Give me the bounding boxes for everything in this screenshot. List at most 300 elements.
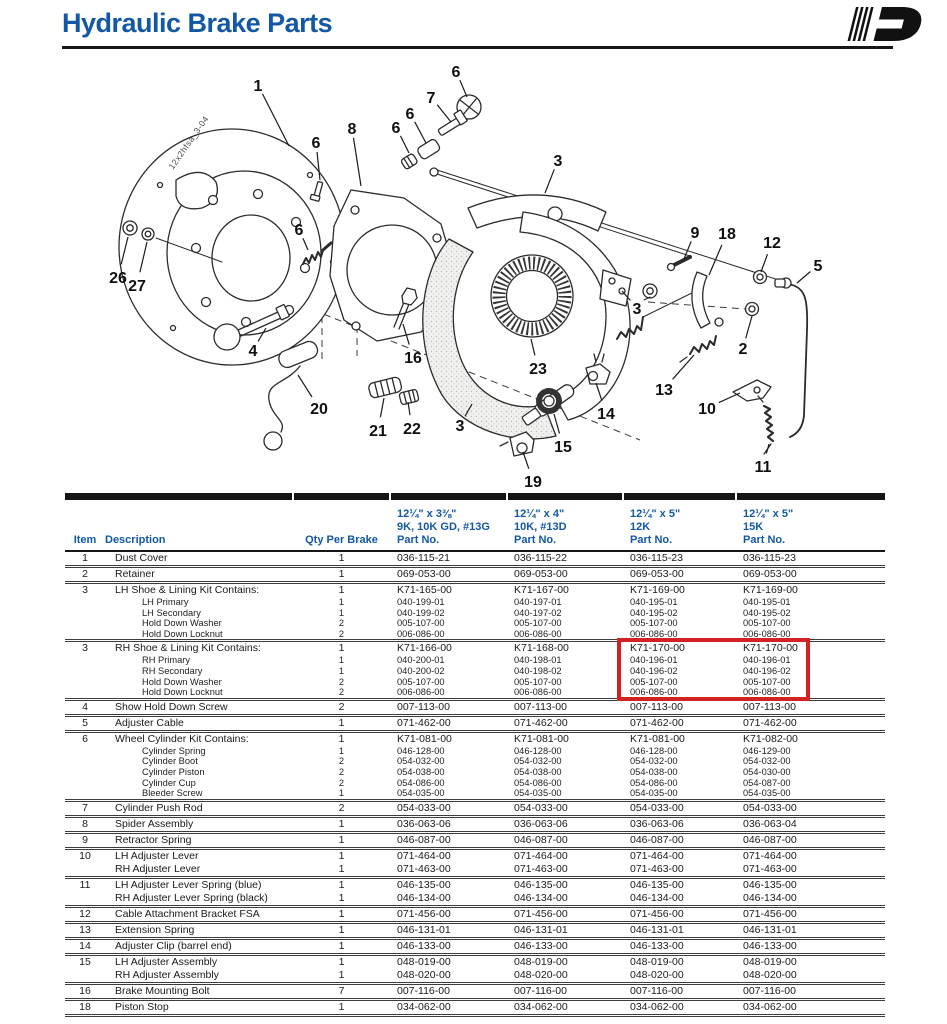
part-number: 007-113-00 [397, 700, 450, 713]
part-number-cell [507, 756, 623, 767]
part-number-cell [390, 863, 507, 878]
part-number: 071-456-00 [397, 907, 451, 920]
desc-cell: Cylinder Boot [142, 756, 198, 767]
callout-number: 20 [310, 401, 328, 419]
table-row [65, 641, 885, 656]
part-number-cell [623, 567, 736, 583]
part-number: 046-128-00 [514, 745, 562, 756]
table-row [65, 618, 885, 629]
part-number: 054-033-00 [630, 801, 684, 814]
part-number: 005-107-00 [630, 676, 678, 687]
qty-cell: 1 [338, 655, 345, 666]
part-number: K71-165-00 [397, 584, 452, 596]
qty-cell: 2 [338, 777, 345, 788]
part-number-cell [390, 999, 507, 1015]
item-group-12 [65, 906, 885, 922]
desc-cell: Cylinder Piston [142, 766, 205, 777]
part-number-cell [507, 999, 623, 1015]
item-cell: 1 [82, 552, 88, 564]
part-number-cell [390, 848, 507, 863]
parts-table [65, 493, 885, 1017]
desc-cell: Cylinder Cup [142, 777, 196, 788]
qty-cell: 1 [338, 552, 345, 564]
tone-ring [491, 255, 573, 337]
desc-cell: Extension Spring [115, 923, 195, 936]
qty-cell: 2 [338, 676, 345, 687]
header-part-column [623, 500, 736, 551]
part-number: 069-053-00 [630, 568, 684, 580]
callout-leader-line [437, 105, 451, 122]
part-number-cell [507, 922, 623, 938]
part-number: 040-195-01 [743, 597, 791, 607]
part-number: 005-107-00 [514, 618, 562, 629]
part-number-cell [623, 954, 736, 969]
qty-cell: 7 [338, 984, 345, 997]
item-group-2 [65, 567, 885, 583]
callout-number: 6 [405, 106, 415, 124]
part-number-cell [390, 877, 507, 892]
part-number-cell [507, 629, 623, 641]
part-number-cell [507, 816, 623, 832]
item-cell: 3 [82, 584, 88, 596]
callout-leader-line [673, 355, 694, 379]
part-number: 071-462-00 [630, 716, 684, 729]
desc-cell: LH Adjuster Lever [115, 849, 199, 862]
part-number: 048-020-00 [743, 968, 797, 981]
header-rating: 15K [743, 521, 764, 533]
part-number: 048-019-00 [630, 955, 684, 968]
table-row [65, 969, 885, 984]
qty-cell: 1 [338, 907, 345, 920]
part-number: 040-200-01 [397, 655, 445, 666]
qty-cell: 1 [338, 607, 345, 618]
part-number: 005-107-00 [397, 676, 445, 687]
callout-number: 3 [455, 418, 465, 436]
part-number-cell [390, 938, 507, 954]
part-number-cell [736, 608, 885, 619]
part-number-cell [623, 731, 736, 746]
part-number: 040-195-02 [630, 607, 678, 618]
callout-number: 8 [347, 121, 357, 139]
part-number-cell [390, 715, 507, 731]
part-number: 046-128-00 [397, 745, 445, 756]
part-number: 046-134-00 [630, 891, 684, 904]
part-number-cell [623, 922, 736, 938]
part-number: K71-170-00 [743, 642, 798, 655]
desc-cell: RH Primary [142, 655, 191, 666]
part-number-cell [390, 629, 507, 641]
exploded-parts-diagram [0, 52, 947, 492]
part-number-cell [390, 699, 507, 715]
qty-cell: 2 [338, 628, 345, 639]
item-cell: 11 [79, 878, 91, 891]
item-cell [65, 597, 105, 608]
qty-cell: 1 [338, 955, 345, 968]
part-number: K71-167-00 [514, 584, 569, 596]
item-group-14 [65, 938, 885, 954]
item-group-18 [65, 999, 885, 1015]
part-number: 007-116-00 [743, 984, 796, 997]
part-number-cell [623, 551, 736, 567]
callout-number: 2 [738, 341, 748, 359]
part-number: 071-464-00 [397, 849, 451, 862]
item-cell: 16 [79, 984, 91, 997]
part-number: 046-135-00 [397, 878, 451, 891]
part-number-cell [507, 832, 623, 848]
part-number-cell [390, 567, 507, 583]
table-row [65, 983, 885, 999]
part-number-cell [736, 788, 885, 800]
callout-leader-line [554, 414, 560, 434]
header-part-column [736, 500, 885, 551]
item-cell: 3 [82, 642, 88, 655]
part-number-cell [507, 800, 623, 816]
table-row [65, 666, 885, 677]
header-item: Item [65, 500, 105, 551]
part-number-cell [507, 687, 623, 699]
part-number-cell [507, 983, 623, 999]
header-part_label: Part No. [397, 534, 440, 546]
item-cell [65, 746, 105, 757]
part-number: 054-033-00 [397, 801, 451, 814]
part-number-cell [390, 583, 507, 598]
part-number: 046-131-01 [630, 923, 684, 936]
part-number: 040-197-02 [514, 607, 562, 618]
qty-cell: 1 [338, 745, 345, 756]
part-number: 040-198-01 [514, 655, 562, 666]
part-number: 046-128-00 [630, 745, 678, 756]
part-number-cell [623, 641, 736, 656]
table-row [65, 999, 885, 1015]
washer [754, 271, 767, 284]
header-rating: 10K, #13D [514, 521, 567, 533]
part-number-cell [623, 863, 736, 878]
part-number-cell [390, 954, 507, 969]
part-number: 071-463-00 [397, 862, 451, 875]
part-number: 069-053-00 [514, 568, 568, 580]
qty-cell: 1 [338, 665, 345, 676]
part-number: 006-086-00 [397, 628, 445, 639]
item-group-8 [65, 816, 885, 832]
callout-number: 23 [529, 361, 547, 379]
part-number-cell [623, 778, 736, 789]
desc-cell: LH Secondary [142, 607, 201, 618]
part-number: 054-086-00 [397, 777, 445, 788]
callout-number: 1 [253, 78, 263, 96]
item-cell: 7 [82, 801, 88, 814]
item-cell: 9 [82, 833, 88, 846]
table-row [65, 608, 885, 619]
part-number-cell [736, 715, 885, 731]
page-title: Hydraulic Brake Parts [62, 8, 333, 38]
part-number-cell [623, 687, 736, 699]
part-number: 007-116-00 [630, 984, 683, 997]
desc-cell: LH Adjuster Assembly [115, 955, 218, 968]
item-cell: 14 [79, 939, 91, 952]
table-row [65, 877, 885, 892]
item-group-10 [65, 848, 885, 877]
part-number: 046-134-00 [743, 891, 797, 904]
item-cell: 5 [82, 716, 88, 729]
item-cell [65, 756, 105, 767]
header-size: 12¼" x 4" [514, 508, 565, 520]
part-number-cell [736, 655, 885, 666]
part-number-cell [390, 756, 507, 767]
item-cell [65, 687, 105, 699]
callout-number: 14 [597, 406, 615, 424]
table-row [65, 906, 885, 922]
part-number-cell [507, 715, 623, 731]
part-number: 071-462-00 [743, 716, 797, 729]
part-number: 007-113-00 [514, 700, 567, 713]
part-number: K71-082-00 [743, 732, 798, 745]
part-number-cell [390, 922, 507, 938]
part-number-cell [507, 551, 623, 567]
callout-number: 6 [311, 135, 321, 153]
callout-number: 12 [763, 235, 781, 253]
part-number: 046-087-00 [514, 833, 568, 846]
part-number: K71-081-00 [514, 732, 569, 745]
part-number-cell [736, 778, 885, 789]
part-number: 046-131-01 [514, 923, 568, 936]
callout-number: 26 [109, 270, 127, 288]
part-number-cell [736, 938, 885, 954]
part-number-cell [507, 746, 623, 757]
part-number: 071-456-00 [630, 907, 684, 920]
qty-cell: 2 [338, 700, 345, 713]
part-number-cell [390, 608, 507, 619]
qty-cell: 1 [338, 584, 345, 596]
callout-number: 13 [655, 382, 673, 400]
park-lever [692, 272, 710, 328]
callout-number: 7 [426, 90, 436, 108]
part-number: 046-131-01 [397, 923, 451, 936]
part-number-cell [507, 767, 623, 778]
parts-table-section [65, 493, 885, 1017]
item-cell: 8 [82, 817, 88, 830]
lock-nut [746, 303, 759, 316]
part-number: 069-053-00 [397, 568, 451, 580]
qty-cell: 1 [338, 788, 345, 799]
item-group-11 [65, 877, 885, 906]
item-cell [65, 655, 105, 666]
part-number: 007-116-00 [514, 984, 567, 997]
part-number-cell [623, 746, 736, 757]
desc-cell: Wheel Cylinder Kit Contains: [115, 732, 249, 745]
item-group-16 [65, 983, 885, 999]
part-number-cell [390, 816, 507, 832]
callout-number: 27 [128, 278, 146, 296]
table-row [65, 731, 885, 746]
part-number-cell [507, 677, 623, 688]
part-number: 006-086-00 [743, 628, 791, 639]
callout-leader-line [401, 136, 410, 153]
part-number-cell [390, 655, 507, 666]
qty-cell: 1 [338, 1000, 345, 1013]
item-cell [65, 677, 105, 688]
header-size: 12¼" x 3⅜" [397, 508, 457, 520]
part-number-cell [736, 618, 885, 629]
qty-cell: 1 [338, 891, 345, 904]
part-number: 048-019-00 [743, 955, 797, 968]
part-number-cell [390, 788, 507, 800]
callout-number: 4 [248, 343, 258, 361]
part-number: 005-107-00 [397, 618, 445, 629]
qty-cell: 2 [338, 687, 345, 698]
table-row [65, 597, 885, 608]
item-cell: 4 [82, 700, 88, 713]
header-part_label: Part No. [630, 534, 673, 546]
part-number-cell [736, 641, 885, 656]
table-row [65, 687, 885, 699]
part-number-cell [390, 687, 507, 699]
table-row [65, 767, 885, 778]
table-header-row [65, 500, 885, 551]
part-number: 046-135-00 [743, 878, 797, 891]
part-number: 069-053-00 [743, 568, 797, 580]
qty-cell: 2 [338, 618, 345, 629]
part-number: 048-020-00 [397, 968, 451, 981]
item-cell: 10 [79, 849, 91, 862]
part-number: 046-134-00 [514, 891, 568, 904]
part-number: 071-462-00 [514, 716, 568, 729]
part-number: 036-115-21 [397, 552, 450, 564]
part-number-cell [736, 906, 885, 922]
part-number: 048-020-00 [514, 968, 568, 981]
part-number-cell [736, 816, 885, 832]
part-number-cell [623, 906, 736, 922]
part-number-cell [736, 954, 885, 969]
part-number: 036-063-06 [630, 817, 684, 830]
part-number: 054-086-00 [630, 777, 678, 788]
item-cell: 12 [79, 907, 91, 920]
qty-cell: 1 [338, 817, 345, 830]
header-description: Description [105, 500, 293, 551]
part-number: 071-463-00 [514, 862, 568, 875]
part-number-cell [736, 756, 885, 767]
callout-number: 5 [813, 258, 823, 276]
item-cell [65, 666, 105, 677]
part-number-cell [623, 832, 736, 848]
callout-number: 19 [524, 474, 542, 492]
part-number: 054-030-00 [743, 766, 791, 777]
desc-cell: Piston Stop [115, 1000, 169, 1013]
part-number-cell [623, 699, 736, 715]
desc-cell: Hold Down Locknut [142, 687, 223, 698]
callout-number: 3 [632, 301, 642, 319]
part-number-cell [507, 892, 623, 907]
callout-number: 3 [553, 153, 563, 171]
part-number: 048-020-00 [630, 968, 684, 981]
table-row [65, 583, 885, 598]
part-number-cell [623, 767, 736, 778]
callout-number: 16 [404, 350, 422, 368]
item-cell [65, 788, 105, 800]
part-number-cell [623, 715, 736, 731]
table-row [65, 756, 885, 767]
table-row [65, 922, 885, 938]
part-number: 040-199-01 [397, 597, 445, 607]
item-cell [65, 629, 105, 641]
part-number-cell [390, 597, 507, 608]
desc-cell: RH Shoe & Lining Kit Contains: [115, 642, 261, 655]
part-number: 046-134-00 [397, 891, 451, 904]
desc-cell: Hold Down Washer [142, 618, 222, 629]
part-number-cell [390, 892, 507, 907]
callout-leader-line [415, 122, 426, 143]
part-number: K71-169-00 [743, 584, 798, 596]
desc-cell: RH Secondary [142, 665, 203, 676]
part-number: 054-035-00 [630, 788, 678, 799]
item-group-3 [65, 641, 885, 699]
part-number-cell [507, 778, 623, 789]
table-row [65, 892, 885, 907]
desc-cell: Brake Mounting Bolt [115, 984, 210, 997]
callout-leader-line [761, 254, 768, 272]
part-number-cell [623, 788, 736, 800]
item-group-4 [65, 699, 885, 715]
part-number: 054-038-00 [514, 766, 562, 777]
table-row [65, 816, 885, 832]
item-group-1 [65, 551, 885, 567]
part-number-cell [507, 608, 623, 619]
item-group-5 [65, 715, 885, 731]
part-number-cell [390, 983, 507, 999]
item-cell: 15 [79, 955, 91, 968]
item-cell: 13 [79, 923, 91, 936]
part-number: K71-166-00 [397, 642, 452, 655]
part-number: 036-115-22 [514, 552, 567, 564]
part-number-cell [623, 655, 736, 666]
header-rating: 9K, 10K GD, #13G [397, 521, 490, 533]
part-number-cell [736, 731, 885, 746]
part-number-cell [390, 778, 507, 789]
part-number: 034-062-00 [397, 1000, 451, 1013]
part-number: 040-197-01 [514, 597, 562, 607]
part-number: 054-032-00 [514, 756, 562, 767]
callout-number: 9 [690, 225, 700, 243]
part-number-cell [507, 848, 623, 863]
part-number: 006-086-00 [397, 687, 445, 698]
part-number-cell [623, 597, 736, 608]
brake-cable [775, 278, 807, 437]
part-number: 054-038-00 [397, 766, 445, 777]
part-number-cell [390, 731, 507, 746]
part-number-cell [736, 877, 885, 892]
callout-leader-line [380, 398, 384, 417]
qty-cell: 2 [338, 801, 345, 814]
callout-number: 10 [698, 401, 716, 419]
part-number: 036-115-23 [630, 552, 683, 564]
item-group-6 [65, 731, 885, 800]
part-number: 005-107-00 [743, 618, 791, 629]
part-number: K71-170-00 [630, 642, 685, 655]
item-cell: 2 [82, 568, 88, 580]
part-number-cell [507, 618, 623, 629]
table-row [65, 629, 885, 641]
cable-lever [733, 380, 771, 401]
title-rule [62, 46, 893, 49]
part-number: 046-133-00 [514, 939, 568, 952]
item-cell [65, 892, 105, 907]
part-number-cell [507, 969, 623, 984]
part-number-cell [390, 551, 507, 567]
part-number-cell [736, 699, 885, 715]
part-number: 046-133-00 [397, 939, 451, 952]
part-number: 048-019-00 [397, 955, 451, 968]
item-cell [65, 969, 105, 984]
table-row [65, 778, 885, 789]
